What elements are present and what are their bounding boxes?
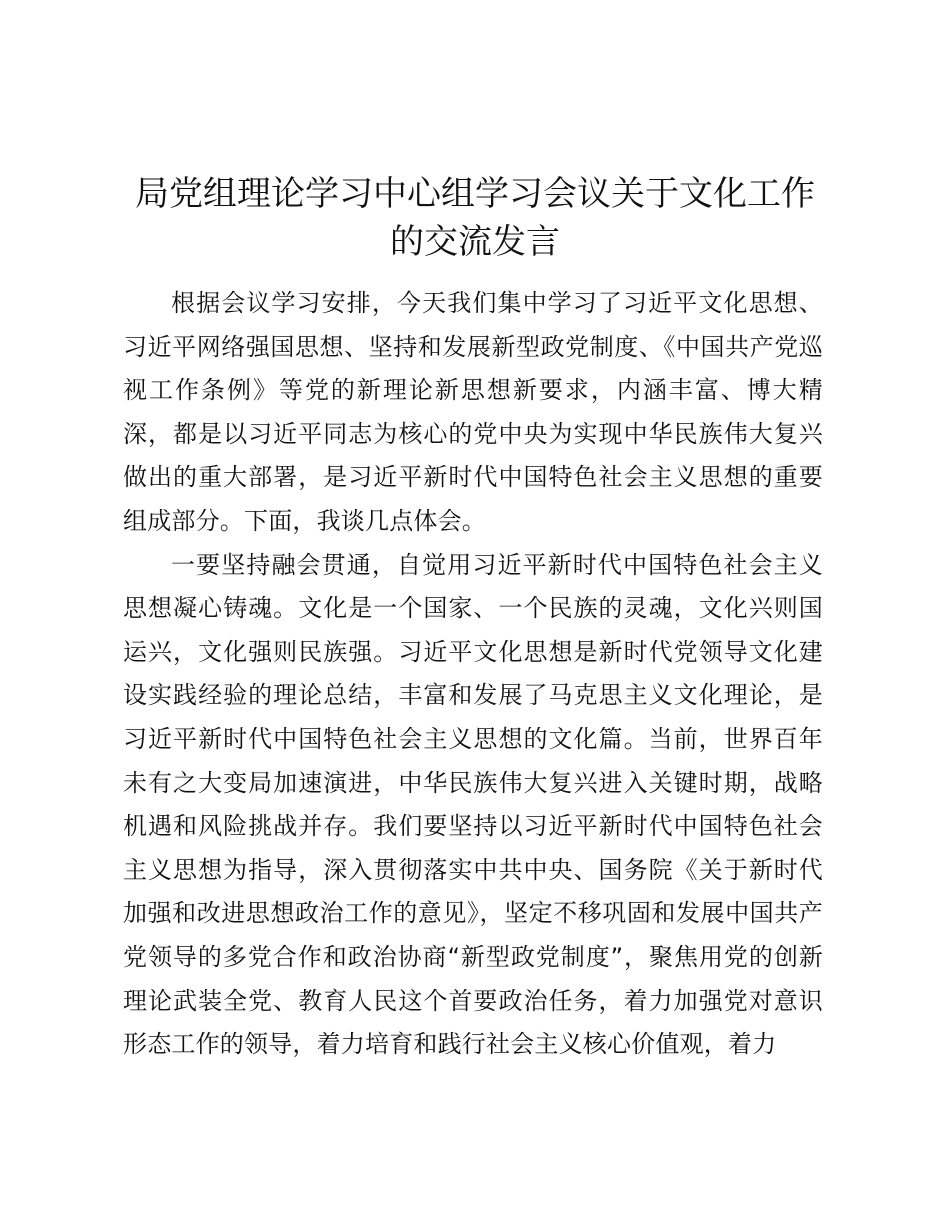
paragraph-point-one: 一要坚持融会贯通，自觉用习近平新时代中国特色社会主义思想凝心铸魂。文化是一个国家、一个民族的灵魂，文化兴则国运兴，文化强则民族强。习近平文化思想是新时代党领导文化建设实践经验的理论总结，丰富和发展了马克思主义文化理论，是习近平新时代中国特色社会主义思想的文化篇。当前，世界百年未有之大变局加速演进，中华民族伟大复兴进入关键时期，战略机遇和风险挑战并存。我们要坚持以习近平新时代中国特色社会主义思想为指导，深入贯彻落实中共中央、国务院《关于新时代加强和改进思想政治工作的意见》，坚定不移巩固和发展中国共产党领导的多党合作和政治协商“新型政党制度”，聚焦用党的创新理论武装全党、教育人民这个首要政治任务，着力加强党对意识形态工作的领导，着力培育和践行社会主义核心价值观，着力 bbox=[123, 550, 823, 1059]
paragraph-intro: 根据会议学习安排，今天我们集中学习了习近平文化思想、习近平网络强国思想、坚持和发展新型政党制度、《中国共产党巡视工作条例》等党的新理论新思想新要求，内涵丰富、博大精深，都是以习近平同志为核心的党中央为实现中华民族伟大复兴做出的重大部署，是习近平新时代中国特色社会主义思想的重要组成部分。下面，我谈几点体会。 bbox=[123, 289, 823, 535]
document-body bbox=[123, 282, 823, 1067]
document-title: 局党组理论学习中心组学习会议关于文化工作的交流发言 bbox=[135, 174, 815, 262]
